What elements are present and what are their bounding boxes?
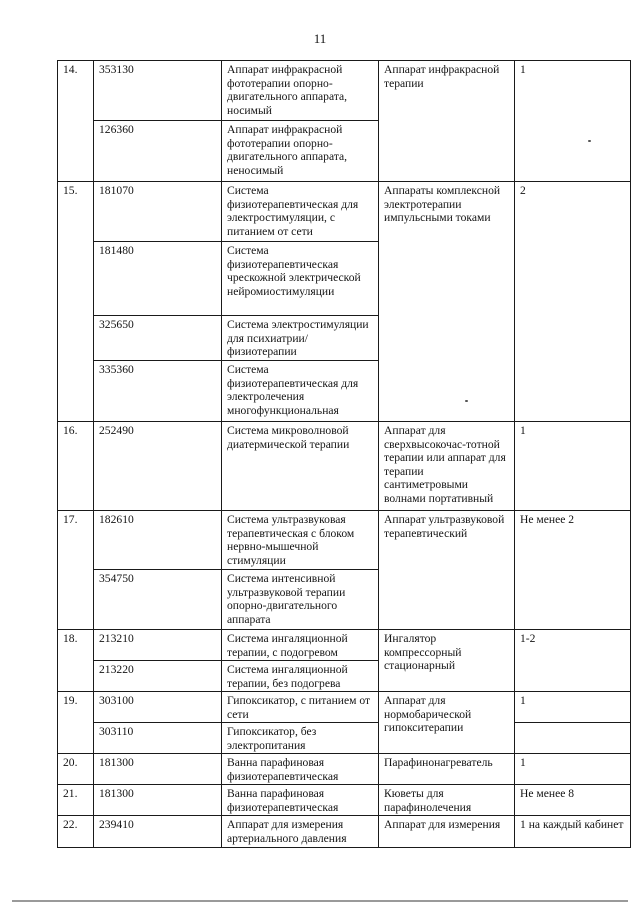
row-number: 14. (58, 61, 94, 182)
row-number: 19. (58, 692, 94, 754)
product-name: Система физиотерапевтическая для электролечения многофункциональная (222, 361, 379, 422)
row-number: 20. (58, 754, 94, 785)
scan-speck (588, 140, 591, 142)
equipment-type: Парафинонагреватель (379, 754, 515, 785)
table-row (58, 785, 631, 816)
product-name: Система ингаляционной терапии, без подогрева (222, 661, 379, 692)
scan-speck (465, 400, 468, 402)
product-code: 181070 (94, 182, 222, 242)
product-code: 325650 (94, 316, 222, 361)
product-name: Система физиотерапевтическая для электростимуляции, с питанием от сети (222, 182, 379, 242)
table-row (58, 630, 631, 661)
product-name: Аппарат для измерения артериального давления (222, 816, 379, 848)
scan-bottom-edge (12, 900, 628, 902)
table-row (58, 692, 631, 723)
product-name: Система микроволновой диатермической терапии (222, 422, 379, 511)
product-name: Гипоксикатор, с питанием от сети (222, 692, 379, 723)
product-name: Ванна парафиновая физиотерапевтическая (222, 785, 379, 816)
quantity: 2 (515, 182, 631, 422)
product-code: 182610 (94, 511, 222, 570)
product-name: Система ультразвуковая терапевтическая с блоком нервно-мышечной стимуляции (222, 511, 379, 570)
page-number: 11 (313, 31, 327, 46)
row-number: 17. (58, 511, 94, 630)
product-code: 303110 (94, 723, 222, 754)
table-row (58, 816, 631, 848)
product-name: Гипоксикатор, без электропитания (222, 723, 379, 754)
product-code: 353130 (94, 61, 222, 121)
product-code: 181480 (94, 242, 222, 316)
product-code: 126360 (94, 121, 222, 182)
equipment-type: Аппарат инфракрасной терапии (379, 61, 515, 182)
product-code: 213220 (94, 661, 222, 692)
row-number: 22. (58, 816, 94, 848)
product-code: 181300 (94, 754, 222, 785)
product-code: 181300 (94, 785, 222, 816)
equipment-type: Аппарат ультразвуковой терапевтический (379, 511, 515, 630)
row-number: 15. (58, 182, 94, 422)
table-row (58, 754, 631, 785)
equipment-type: Кюветы для парафинолечения (379, 785, 515, 816)
product-code: 252490 (94, 422, 222, 511)
equipment-type: Аппарат для измерения (379, 816, 515, 848)
row-number: 18. (58, 630, 94, 692)
product-code: 335360 (94, 361, 222, 422)
product-name: Система электростимуляции для психиатрии/физиотерапии (222, 316, 379, 361)
equipment-type: Аппарат для сверхвысокочас-тотной терапии или аппарат для терапии сантиметровыми волнами портативный (379, 422, 515, 511)
product-code: 303100 (94, 692, 222, 723)
product-name: Аппарат инфракрасной фототерапии опорно-двигательного аппарата, неносимый (222, 121, 379, 182)
table-row (58, 422, 631, 511)
quantity: 1 (515, 422, 631, 511)
product-name: Аппарат инфракрасной фототерапии опорно-двигательного аппарата, носимый (222, 61, 379, 121)
product-name: Система ингаляционной терапии, с подогревом (222, 630, 379, 661)
table-row (58, 723, 631, 754)
table-row (58, 61, 631, 121)
row-number: 16. (58, 422, 94, 511)
row-number: 21. (58, 785, 94, 816)
product-code: 354750 (94, 570, 222, 630)
equipment-table (57, 60, 631, 848)
product-code: 239410 (94, 816, 222, 848)
product-code: 213210 (94, 630, 222, 661)
quantity: 1 (515, 692, 631, 723)
quantity-empty (515, 723, 631, 754)
quantity: Не менее 8 (515, 785, 631, 816)
equipment-type: Аппараты комплексной электротерапии импульсными токами (379, 182, 515, 422)
quantity: 1-2 (515, 630, 631, 692)
table-row (58, 182, 631, 242)
quantity: 1 (515, 754, 631, 785)
product-name: Ванна парафиновая физиотерапевтическая (222, 754, 379, 785)
table-row (58, 511, 631, 570)
quantity: 1 (515, 61, 631, 182)
quantity: Не менее 2 (515, 511, 631, 630)
equipment-type: Аппарат для нормобарической гипокситерапии (379, 692, 515, 754)
product-name: Система физиотерапевтическая чрескожной электрической нейромиостимуляции (222, 242, 379, 316)
product-name: Система интенсивной ультразвуковой терапии опорно-двигательного аппарата (222, 570, 379, 630)
quantity: 1 на каждый кабинет (515, 816, 631, 848)
equipment-type: Ингалятор компрессорный стационарный (379, 630, 515, 692)
